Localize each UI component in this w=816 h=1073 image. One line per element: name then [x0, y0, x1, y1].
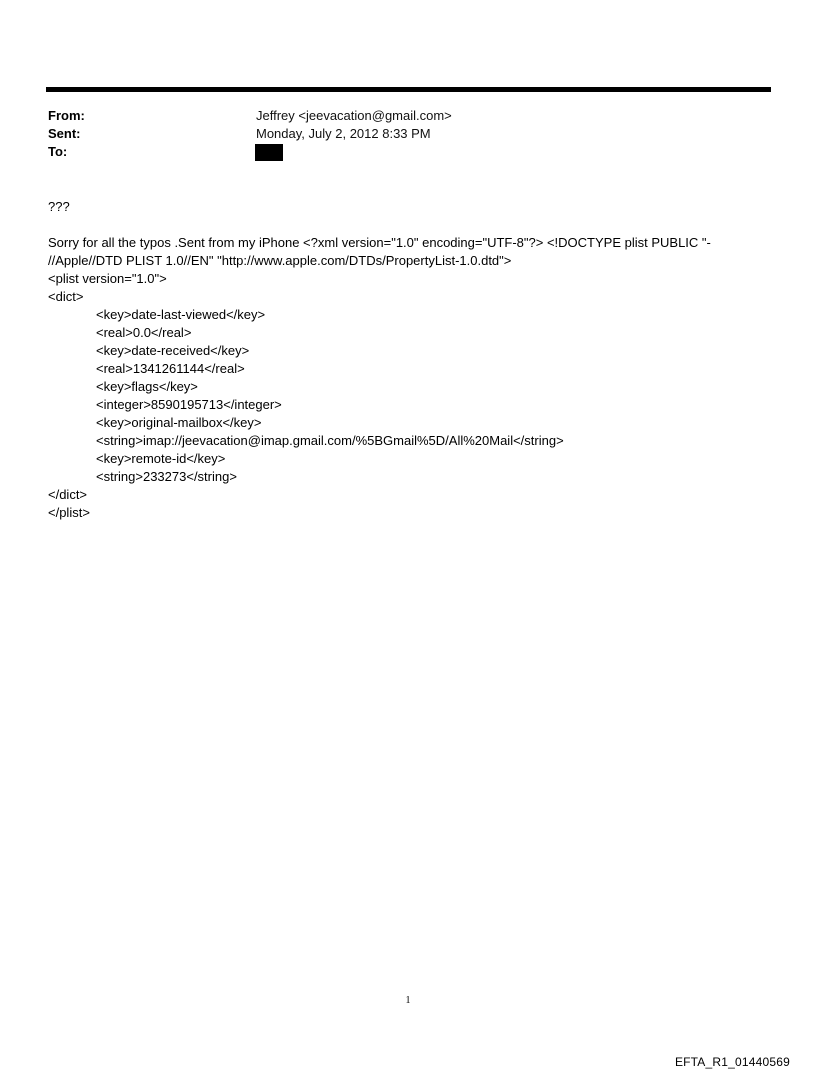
body-greeting: ???: [48, 199, 70, 214]
page-number: 1: [405, 995, 411, 1006]
dict-line: <real>1341261144</real>: [96, 361, 245, 376]
dict-line: <key>flags</key>: [96, 379, 198, 394]
body-line: //Apple//DTD PLIST 1.0//EN" "http://www.apple.com/DTDs/PropertyList-1.0.dtd">: [48, 253, 512, 268]
to-label: To:: [48, 144, 68, 159]
dict-line: <key>original-mailbox</key>: [96, 415, 262, 430]
dict-line: <key>remote-id</key>: [96, 451, 226, 466]
sent-value: Monday, July 2, 2012 8:33 PM: [256, 126, 431, 141]
sent-label: Sent:: [48, 126, 81, 141]
dict-line: <real>0.0</real>: [96, 325, 192, 340]
from-value: Jeffrey <jeevacation@gmail.com>: [256, 108, 452, 123]
body-line: <plist version="1.0">: [48, 271, 167, 286]
dict-line: <key>date-last-viewed</key>: [96, 307, 266, 322]
dict-line: <integer>8590195713</integer>: [96, 397, 282, 412]
email-body: [48, 198, 748, 522]
body-line: </plist>: [48, 505, 90, 520]
document-id: EFTA_R1_01440569: [674, 1055, 790, 1069]
redacted-recipient: [255, 144, 283, 161]
body-spacer: [48, 216, 748, 234]
dict-line: <string>233273</string>: [96, 469, 237, 484]
body-line: Sorry for all the typos .Sent from my iPhone <?xml version="1.0" encoding="UTF-8"?> <!DOCTYPE plist PUBLIC "-: [48, 235, 711, 250]
dict-line: <key>date-received</key>: [96, 343, 250, 358]
from-label: From:: [48, 108, 85, 123]
body-line: </dict>: [48, 487, 88, 502]
header-rule: [46, 87, 771, 92]
dict-line: <string>imap://jeevacation@imap.gmail.com/%5BGmail%5D/All%20Mail</string>: [96, 433, 564, 448]
body-line: <dict>: [48, 289, 84, 304]
